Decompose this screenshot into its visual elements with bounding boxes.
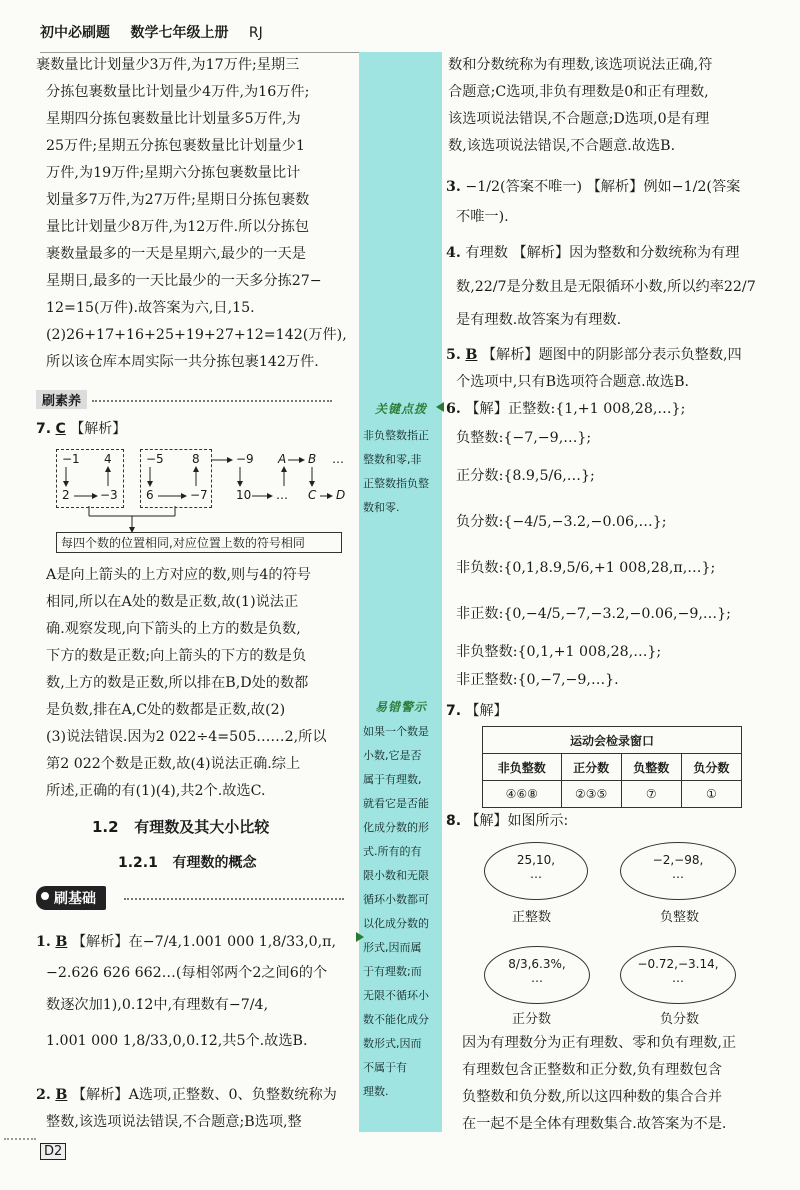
- q6-block: [446, 396, 776, 693]
- text-line: A是向上箭头的上方对应的数,则与4的符号: [46, 567, 311, 583]
- diagram-number: −1: [62, 452, 80, 466]
- text-line: 12=15(万件).故答案为六,日,15.: [46, 300, 255, 316]
- diagram-number: −3: [100, 488, 118, 502]
- set-label: 负分数: [660, 1012, 700, 1027]
- text-line: 相同,所以在A处的数是正数,故(1)说法正: [46, 594, 299, 610]
- set-positive-fractions: 8/3,6.3%, …: [484, 946, 590, 1004]
- diagram-number: 10: [236, 488, 252, 502]
- text-line: 裹数量最多的一天是星期六,最少的一天是: [46, 246, 306, 262]
- text-line: 正分数:{8.9,5/6,…};: [456, 468, 595, 484]
- solution-label: 【解】: [465, 703, 508, 719]
- text-line: −1/2(答案不唯一) 【解析】例如−1/2(答案: [465, 179, 741, 195]
- diagram-number: …: [276, 488, 288, 502]
- question-number: 8.: [446, 813, 462, 829]
- text-line: 负整数和负分数,所以这四种数的集合合并: [462, 1089, 722, 1105]
- q8-conclusion: [462, 1030, 778, 1138]
- set-negative-fractions: −0.72,−3.14, …: [620, 946, 736, 1004]
- question-number: 6.: [446, 401, 461, 417]
- section-title: 1.2 有理数及其大小比较: [92, 818, 270, 836]
- subsection-title: 1.2.1 有理数的概念: [118, 855, 257, 871]
- subject-name: 数学七年级上册: [130, 25, 229, 41]
- table-cell: ②③⑤: [561, 781, 621, 808]
- registration-table: [482, 726, 742, 808]
- edition-code: RJ: [248, 25, 263, 41]
- text-line: 非正整数:{0,−7,−9,…}.: [456, 672, 619, 688]
- key-tip-arrow-icon: [436, 402, 444, 412]
- table-cell: ⑦: [621, 781, 681, 808]
- text-line: 裹数量比计划量少3万件,为17万件;星期三: [36, 57, 300, 73]
- q2-block: [36, 1082, 356, 1136]
- series-name: 初中必刷题: [40, 25, 110, 41]
- diagram-number: 4: [104, 452, 112, 466]
- text-line: 【解析】题图中的阴影部分表示负整数,四: [481, 347, 742, 363]
- text-line: 合题意;C选项,非负有理数是0和正有理数,: [448, 84, 709, 100]
- q8-header: [446, 810, 568, 830]
- text-line: 星期日,最多的一天比最少的一天多分拣27−: [46, 273, 322, 289]
- text-line: 确.观察发现,向下箭头的上方的数是负数,: [46, 621, 301, 637]
- text-line: 25万件;星期五分拣包裹数量比计划量少1: [46, 138, 305, 154]
- diagram-number: −5: [146, 452, 164, 466]
- question-number: 1.: [36, 934, 51, 950]
- diagram-letter: B: [308, 452, 317, 466]
- text-line: 非负数:{0,1,8.9,5/6,+1 008,28,π,…};: [456, 560, 716, 576]
- text-line: 下方的数是正数;向上箭头的下方的数是负: [46, 648, 307, 664]
- diagram-number: −7: [190, 488, 208, 502]
- diagram-letter: C: [308, 488, 317, 502]
- table-header: 非负整数: [483, 754, 562, 781]
- q7-left-analysis: [36, 562, 356, 805]
- text-line: 有理数 【解析】因为整数和分数统称为有理: [465, 245, 740, 261]
- diagram-number: 2: [62, 488, 70, 502]
- text-line: 星期四分拣包裹数量比计划量多5万件,为: [46, 111, 301, 127]
- q3-block: [446, 170, 776, 231]
- set-label: 正分数: [512, 1012, 552, 1027]
- text-line: 因为有理数分为正有理数、零和负有理数,正: [462, 1035, 737, 1051]
- text-line: 数逐次加1),0.1̇2̇中,有理数有−7/4,: [46, 997, 269, 1013]
- text-line: 数,该选项说法错误,不合题意.故选B.: [448, 138, 676, 154]
- table-cell: ①: [681, 781, 741, 808]
- set-positive-integers: 25,10, …: [484, 842, 588, 900]
- text-line: 万件,为19万件;星期六分拣包裹数量比计: [46, 165, 301, 181]
- text-line: 分拣包裹数量比计划量少4万件,为16万件;: [46, 84, 310, 100]
- text-line: (3)说法错误.因为2 022÷4=505……2,所以: [46, 729, 327, 745]
- question-number: 7.: [446, 703, 462, 719]
- text-line: 量比计划量少8万件,为12万件.所以分拣包: [46, 219, 310, 235]
- page-dots: [4, 1138, 36, 1140]
- dotted-rule: [124, 898, 344, 901]
- diagram-number: 8: [192, 452, 200, 466]
- text-line: 负分数:{−4/5,−3.2,−0.06,…};: [456, 514, 667, 530]
- q4-block: [446, 240, 776, 334]
- question-answer: B: [55, 934, 68, 950]
- text-line: 1.001 000 1,8/33,0,0.1̇2̇,共5个.故选B.: [46, 1033, 308, 1049]
- text-line: 有理数包含正整数和正分数,负有理数包含: [462, 1062, 722, 1078]
- text-line: 划量多7万件,为27万件;星期日分拣包裹数: [46, 192, 310, 208]
- diagram-note: 每四个数的位置相同,对应位置上数的符号相同: [56, 532, 342, 553]
- set-label: 正整数: [512, 910, 552, 925]
- text-line: (2)26+17+16+25+19+27+12=142(万件),: [46, 327, 347, 343]
- set-label: 负整数: [660, 910, 700, 925]
- key-tip-title: 关键点拨: [375, 402, 428, 416]
- analysis-label: 【解析】: [70, 421, 127, 437]
- text-line: 所述,正确的有(1)(4),共2个.故选C.: [46, 783, 266, 799]
- text-line: 非负整数:{0,1,+1 008,28,…};: [456, 644, 662, 660]
- question-number: 4.: [446, 245, 461, 261]
- q5-block: [446, 342, 776, 396]
- question-number: 2.: [36, 1087, 51, 1103]
- text-line: 【解】正整数:{1,+1 008,28,…};: [465, 401, 686, 417]
- solution-label: 【解】如图所示:: [465, 813, 569, 829]
- text-line: 数,上方的数是正数,所以排在B,D处的数都: [46, 675, 309, 691]
- error-tip-arrow-icon: [356, 932, 364, 942]
- text-line: −2.626 626 662…(每相邻两个2之间6的个: [46, 965, 328, 981]
- table-header: 负分数: [681, 754, 741, 781]
- text-line: 所以该仓库本周实际一共分拣包裹142万件.: [46, 354, 319, 370]
- diagram-number: …: [332, 452, 344, 466]
- key-tip-text: 非负整数指正 整数和零,非 正整数指负整 数和零.: [363, 429, 429, 514]
- right-top-text: [448, 52, 778, 160]
- text-line: 数和分数统称为有理数,该选项说法正确,符: [448, 57, 713, 73]
- text-line: 该选项说法错误,不合题意;D选项,0是有理: [448, 111, 710, 127]
- diagram-arrows: [0, 0, 360, 560]
- diagram-number: 6: [146, 488, 154, 502]
- section-tag-literacy: 刷素养: [36, 390, 87, 409]
- error-tip-title: 易错警示: [375, 700, 428, 714]
- question-number: 5.: [446, 347, 461, 363]
- badge-basic: 刷基础: [36, 886, 106, 910]
- table-header: 负整数: [621, 754, 681, 781]
- q7-right-header: [446, 700, 508, 720]
- question-number: 3.: [446, 179, 461, 195]
- diagram-number: −9: [236, 452, 254, 466]
- question-number: 7.: [36, 421, 52, 437]
- question-answer: C: [55, 421, 66, 437]
- text-line: 第2 022个数是正数,故(4)说法正确.综上: [46, 756, 301, 772]
- sidebar-tips: [359, 52, 442, 1132]
- diagram-letter: A: [278, 452, 287, 466]
- page-number: D2: [40, 1143, 66, 1160]
- text-line: 是有理数.故答案为有理数.: [456, 312, 622, 328]
- text-line: 整数,该选项说法错误,不合题意;B选项,整: [46, 1114, 302, 1130]
- table-cell: ④⑥⑧: [483, 781, 562, 808]
- text-line: 不唯一).: [456, 209, 509, 225]
- q1-block: [36, 924, 356, 1059]
- question-answer: B: [465, 347, 478, 363]
- table-title: 运动会检录窗口: [483, 727, 742, 754]
- text-line: 非正数:{0,−4/5,−7,−3.2,−0.06,−9,…};: [456, 606, 731, 622]
- text-line: 是负数,排在A,C处的数都是正数,故(2): [46, 702, 286, 718]
- text-line: 负整数:{−7,−9,…};: [456, 430, 592, 446]
- text-line: 【解析】在−7/4,1.001 000 1,8/33,0,π,: [71, 934, 337, 950]
- text-line: 在一起不是全体有理数集合.故答案为不是.: [462, 1116, 727, 1132]
- table-header: 正分数: [561, 754, 621, 781]
- diagram-letter: D: [336, 488, 346, 502]
- set-negative-integers: −2,−98, …: [620, 842, 736, 900]
- question-answer: B: [55, 1087, 68, 1103]
- error-tip-text: 如果一个数是 小数,它是否 属于有理数, 就看它是否能 化成分数的形 式.所有的有 限小数和无限 循环小数都可 以化成分数的 形式,因而属 于有理数;而 无限不循环小 数不能化成分 数形式,因而 不属于有 理数.: [363, 725, 429, 1098]
- text-line: 数,22/7是分数且是无限循环小数,所以约率22/7: [456, 279, 756, 295]
- text-line: 【解析】A选项,正整数、0、负整数统称为: [71, 1087, 337, 1103]
- text-line: 个选项中,只有B选项符合题意.故选B.: [456, 374, 690, 390]
